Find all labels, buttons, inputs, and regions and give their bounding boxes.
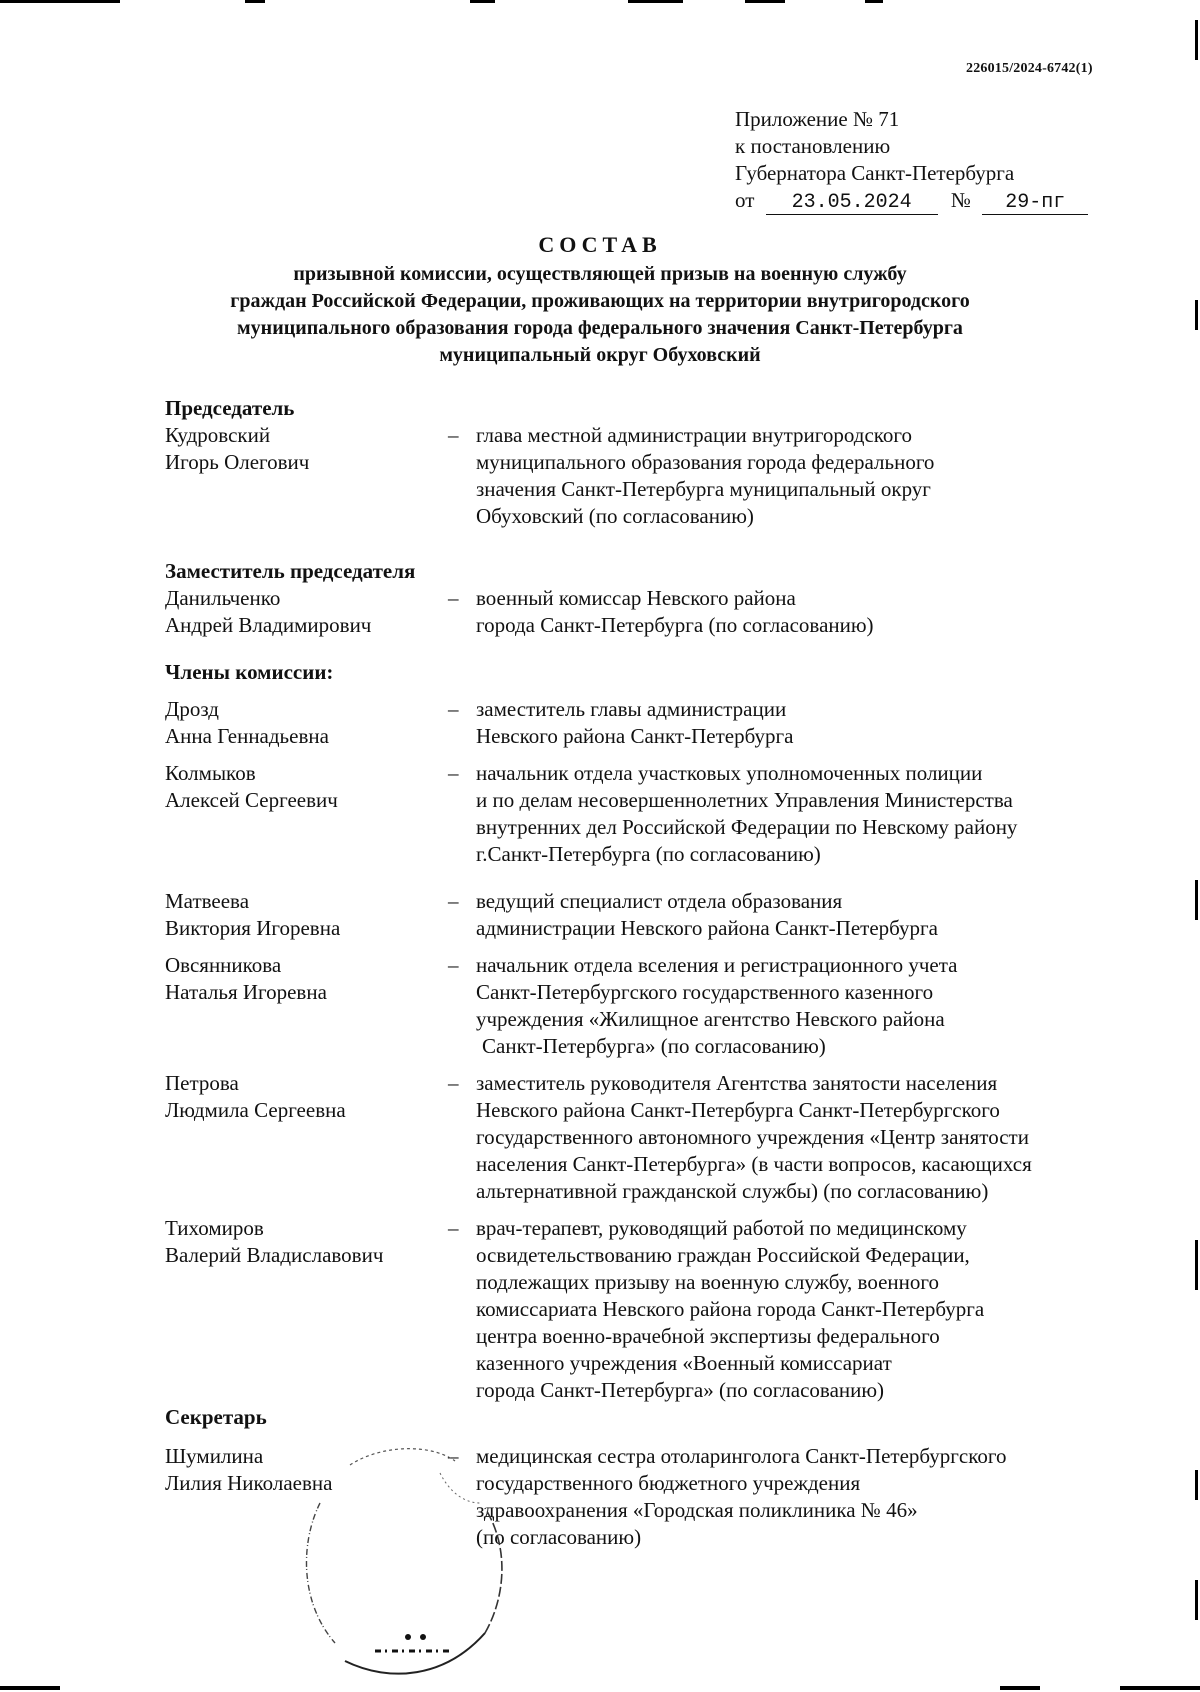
dash: – — [448, 423, 459, 447]
subtitle-line: муниципального образования города федерального значения Санкт-Петербурга — [237, 317, 963, 339]
role-line: комиссариата Невского района города Санкт-Петербурга — [476, 1297, 985, 1321]
member-entry — [165, 760, 1125, 868]
given-name: Наталья Игоревна — [165, 980, 327, 1004]
surname: Колмыков — [165, 761, 256, 785]
role-line: подлежащих призыву на военную службу, военного — [476, 1270, 939, 1294]
role-line: заместитель руководителя Агентства занятости населения — [476, 1071, 998, 1095]
appendix-date-line — [735, 187, 1088, 215]
member-entry — [165, 696, 1125, 750]
appendix-header — [735, 106, 1088, 215]
role-line: учреждения «Жилищное агентство Невского района — [476, 1007, 945, 1031]
role-line: Невского района Санкт-Петербурга Санкт-Петербургского — [476, 1098, 1000, 1122]
role-line: значения Санкт-Петербурга муниципальный округ — [476, 477, 931, 501]
given-name: Виктория Игоревна — [165, 916, 341, 940]
given-name: Игорь Олегович — [165, 450, 310, 474]
dash: – — [448, 761, 459, 785]
role-line: глава местной администрации внутригородского — [476, 423, 913, 447]
role-line: медицинская сестра отоларинголога Санкт-Петербургского — [476, 1444, 1007, 1468]
scan-edge-top — [0, 0, 1200, 3]
document-subtitle — [150, 261, 1050, 369]
person-name — [165, 1070, 448, 1205]
date-value: 23.05.2024 — [766, 193, 938, 215]
chairman-heading: Председатель — [165, 396, 295, 420]
role-line: населения Санкт-Петербурга» (в части вопросов, касающихся — [476, 1152, 1032, 1176]
surname: Дрозд — [165, 697, 219, 721]
appendix-line: к постановлению — [735, 134, 891, 158]
role-line: администрации Невского района Санкт-Петербурга — [476, 916, 938, 940]
scan-edge-bottom — [0, 1686, 1200, 1690]
given-name: Алексей Сергеевич — [165, 788, 338, 812]
person-name — [165, 696, 448, 750]
person-name — [165, 585, 448, 639]
surname: Кудровский — [165, 423, 271, 447]
role-line: города Санкт-Петербурга» (по согласованию) — [476, 1378, 885, 1402]
member-entry — [165, 1070, 1125, 1205]
role-line: (по согласованию) — [476, 1525, 642, 1549]
surname: Петрова — [165, 1071, 239, 1095]
role-line: ведущий специалист отдела образования — [476, 889, 843, 913]
role-line: государственного автономного учреждения «Центр занятости — [476, 1125, 1029, 1149]
dash: – — [448, 1216, 459, 1240]
role-line: начальник отдела участковых уполномоченных полиции — [476, 761, 983, 785]
dash: – — [448, 1071, 459, 1095]
chairman-entry — [165, 422, 1125, 530]
given-name: Лилия Николаевна — [165, 1471, 333, 1495]
member-entry — [165, 1215, 1125, 1404]
appendix-line: Приложение № 71 — [735, 107, 900, 131]
members-heading: Члены комиссии: — [165, 660, 334, 684]
person-name — [165, 1215, 448, 1404]
deputy-heading: Заместитель председателя — [165, 559, 416, 583]
surname: Матвеева — [165, 889, 250, 913]
date-prefix: от — [735, 188, 755, 212]
person-role — [476, 952, 1125, 1060]
role-line: города Санкт-Петербурга (по согласованию) — [476, 613, 874, 637]
role-line: внутренних дел Российской Федерации по Невскому району — [476, 815, 1018, 839]
role-line: муниципального образования города федерального — [476, 450, 935, 474]
given-name: Андрей Владимирович — [165, 613, 372, 637]
role-line: Санкт-Петербургского государственного казенного — [476, 980, 934, 1004]
role-line: государственного бюджетного учреждения — [476, 1471, 861, 1495]
member-entry — [165, 888, 1125, 942]
person-role — [476, 760, 1125, 868]
member-entry — [165, 952, 1125, 1060]
document-number: 226015/2024-6742(1) — [966, 61, 1093, 76]
role-line: Санкт-Петербурга» (по согласованию) — [482, 1034, 826, 1058]
role-line: заместитель главы администрации — [476, 697, 787, 721]
number-value: 29-пг — [982, 193, 1088, 215]
dash: – — [448, 953, 459, 977]
appendix-line: Губернатора Санкт-Петербурга — [735, 161, 1015, 185]
role-line: казенного учреждения «Военный комиссариат — [476, 1351, 892, 1375]
role-line: врач-терапевт, руководящий работой по медицинскому — [476, 1216, 967, 1240]
deputy-entry — [165, 585, 1125, 639]
subtitle-line: призывной комиссии, осуществляющей призыв на военную службу — [293, 263, 907, 285]
surname: Овсянникова — [165, 953, 282, 977]
dash: – — [448, 586, 459, 610]
surname: Данильченко — [165, 586, 281, 610]
role-line: альтернативной гражданской службы) (по согласованию) — [476, 1179, 989, 1203]
role-line: здравоохранения «Городская поликлиника № 46» — [476, 1498, 918, 1522]
role-line: начальник отдела вселения и регистрационного учета — [476, 953, 958, 977]
given-name: Анна Геннадьевна — [165, 724, 329, 748]
person-name — [165, 422, 448, 530]
given-name: Валерий Владиславович — [165, 1243, 384, 1267]
subtitle-line: муниципальный округ Обуховский — [439, 344, 761, 366]
number-prefix: № — [950, 188, 971, 212]
stamp-seal — [280, 1433, 530, 1683]
person-role — [476, 1215, 1125, 1404]
commission-roster — [165, 395, 1125, 1551]
subtitle-line: граждан Российской Федерации, проживающих на территории внутригородского — [230, 290, 970, 312]
role-line: и по делам несовершеннолетних Управления Министерства — [476, 788, 1013, 812]
person-role — [476, 888, 1125, 942]
given-name: Людмила Сергеевна — [165, 1098, 346, 1122]
role-line: освидетельствованию граждан Российской Федерации, — [476, 1243, 970, 1267]
person-name — [165, 888, 448, 942]
role-line: центра военно-врачебной экспертизы федерального — [476, 1324, 940, 1348]
person-name — [165, 760, 448, 868]
surname: Тихомиров — [165, 1216, 264, 1240]
dash: – — [448, 1444, 459, 1468]
dash: – — [448, 889, 459, 913]
person-role — [476, 1443, 1125, 1551]
person-role — [476, 422, 1125, 530]
dash: – — [448, 697, 459, 721]
role-line: Обуховский (по согласованию) — [476, 504, 754, 528]
role-line: военный комиссар Невского района — [476, 586, 796, 610]
role-line: Невского района Санкт-Петербурга — [476, 724, 794, 748]
person-role — [476, 696, 1125, 750]
surname: Шумилина — [165, 1444, 264, 1468]
person-role — [476, 1070, 1125, 1205]
person-name — [165, 952, 448, 1060]
secretary-heading: Секретарь — [165, 1405, 267, 1429]
person-role — [476, 585, 1125, 639]
document-title: СОСТАВ — [538, 232, 662, 257]
role-line: г.Санкт-Петербурга (по согласованию) — [476, 842, 821, 866]
